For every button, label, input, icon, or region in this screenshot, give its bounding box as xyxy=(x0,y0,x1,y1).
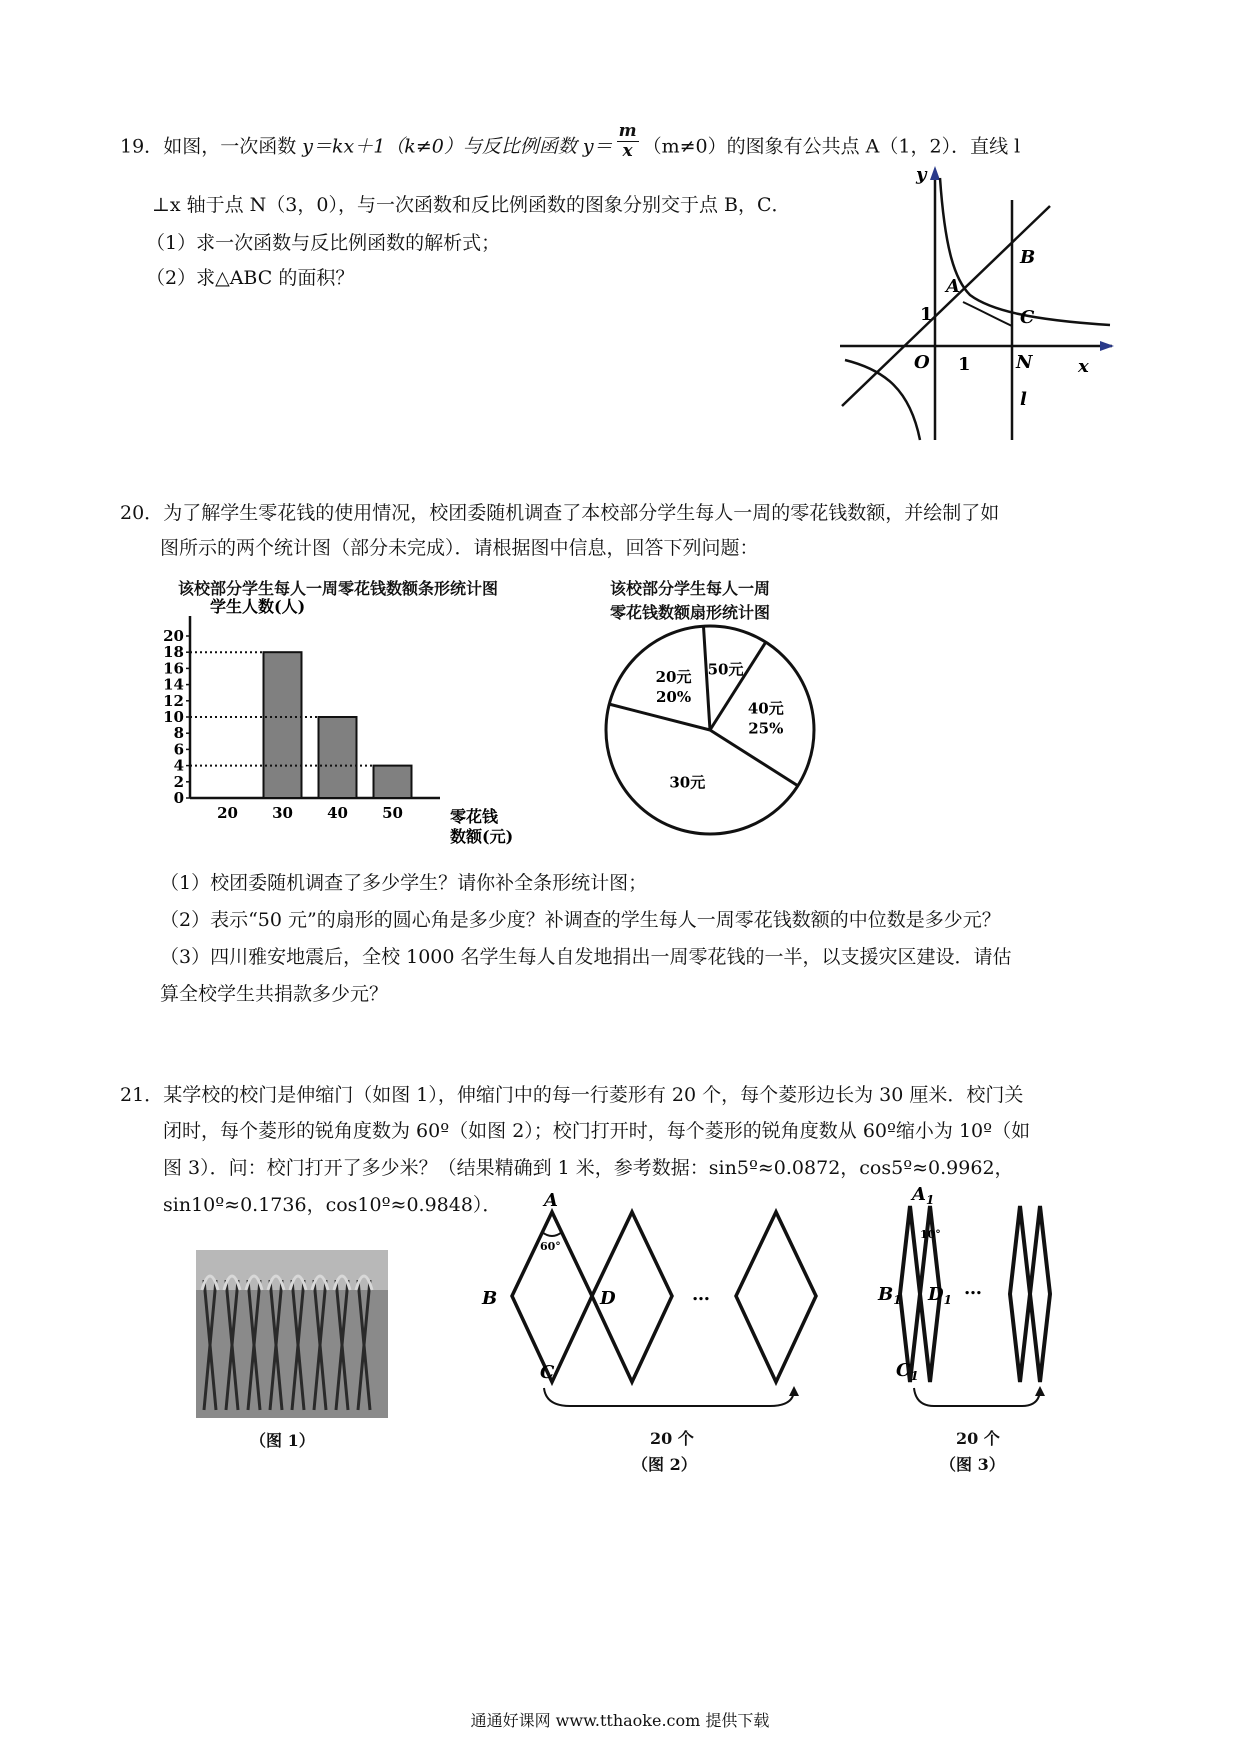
y-axis-arrow xyxy=(930,166,940,180)
fig3-ellipsis: … xyxy=(964,1278,982,1299)
page-footer: 通通好课网 www.tthaoke.com 提供下载 xyxy=(470,1711,770,1730)
q19-number: 19． xyxy=(120,135,164,158)
label-l: l xyxy=(1020,389,1027,410)
narrow-rhombus-1 xyxy=(900,1206,920,1382)
label-one-y: 1 xyxy=(920,304,933,325)
bar-x-tick-label: 30 xyxy=(272,804,293,822)
bar-x-tick-label: 50 xyxy=(382,804,403,822)
fig2-ellipsis: … xyxy=(692,1284,710,1305)
fig3-brace xyxy=(910,1384,1050,1416)
pie-slice-label: 40元 xyxy=(747,699,784,718)
fig2-label-A: A xyxy=(544,1190,558,1211)
label-x: x xyxy=(1078,356,1089,377)
narrow-rhombus-3 xyxy=(1010,1206,1030,1382)
bar-y-tick-label: 20 xyxy=(163,627,184,645)
q19-text-a: 如图，一次函数 xyxy=(163,135,297,158)
label-C: C xyxy=(1020,307,1035,328)
pie-slice-percent: 20% xyxy=(655,687,692,706)
pie-chart-title-2: 零花钱数额扇形统计图 xyxy=(610,603,771,622)
bar-y-tick-label: 18 xyxy=(163,643,184,662)
q20-sub3b: 算全校学生共捐款多少元？ xyxy=(160,983,389,1005)
pie-chart-title-1: 该校部分学生每人一周 xyxy=(610,579,771,598)
bar-y-tick-label: 8 xyxy=(173,724,184,743)
q19-frac-den: x xyxy=(622,141,633,161)
q20-number: 20． xyxy=(120,502,164,524)
q19-function-graph xyxy=(830,160,1120,450)
pie-slice-label: 50元 xyxy=(707,660,744,679)
fig3-count-label: 20 个 xyxy=(956,1429,1000,1448)
pie-slice-percent: 25% xyxy=(748,719,784,738)
bar-chart-xlabel-1: 零花钱 xyxy=(450,807,499,826)
pie-slice-label: 30元 xyxy=(669,773,706,792)
bar-y-tick-label: 12 xyxy=(163,691,184,710)
fig3-label-C1: $C_1$ xyxy=(896,1360,919,1383)
label-A: A xyxy=(946,276,960,297)
fig3-caption: （图 3） xyxy=(940,1455,1005,1474)
fig3-label-B1: $B_1$ xyxy=(878,1284,902,1307)
label-B: B xyxy=(1020,247,1036,268)
bar-y-tick-label: 6 xyxy=(173,740,184,759)
q21-number: 21． xyxy=(120,1084,164,1106)
bar-y-tick-label: 0 xyxy=(173,789,184,807)
fig2-label-D: D xyxy=(600,1288,616,1309)
fig3-label-A1: $A_1$ xyxy=(912,1184,935,1207)
label-N: N xyxy=(1016,352,1033,373)
q19-line2: ⊥x 轴于点 N（3，0），与一次函数和反比例函数的图象分别交于点 B，C． xyxy=(152,194,791,216)
fig2-angle-label: 60° xyxy=(540,1240,561,1253)
gate-photo xyxy=(196,1250,388,1418)
q20-sub1: （1）校团委随机调查了多少学生？请你补全条形统计图； xyxy=(160,872,648,894)
bar xyxy=(319,717,357,798)
narrow-rhombus-4 xyxy=(1030,1206,1050,1382)
q21-line4: sin10º≈0.1736，cos10º≈0.9848）． xyxy=(163,1194,502,1216)
x-axis-arrow xyxy=(1100,341,1114,351)
q20-line2: 图所示的两个统计图（部分未完成）．请根据图中信息，回答下列问题： xyxy=(160,537,759,559)
fig3-rhombus-diagram xyxy=(880,1186,1070,1386)
bar xyxy=(264,652,302,798)
label-y: y xyxy=(916,164,927,185)
q20-sub2: （2）表示“50 元”的扇形的圆心角是多少度？补调查的学生每人一周零花钱数额的中位数是多少元？ xyxy=(160,909,1001,931)
bar-chart-ylabel: 学生人数(人) xyxy=(210,597,306,616)
fig3-angle-label: 10° xyxy=(920,1228,941,1241)
fig2-rhombus-diagram xyxy=(480,1192,840,1382)
hyperbola-branch-2 xyxy=(845,360,920,440)
fig2-label-C: C xyxy=(540,1362,555,1383)
fig2-caption: （图 2） xyxy=(632,1455,697,1474)
q19-frac-num: m xyxy=(618,121,637,141)
q21-line1 xyxy=(120,1080,1023,1107)
fig1-caption: （图 1） xyxy=(250,1431,315,1450)
label-one-x: 1 xyxy=(958,354,971,375)
q20-sub3: （3）四川雅安地震后，全校 1000 名学生每人自发地捐出一周零花钱的一半，以支援灾区建设．请估 xyxy=(160,946,1012,968)
q19-text-d: （m≠0）的图象有公共点 A（1，2）．直线 l xyxy=(642,135,1021,158)
fig3-label-D1: $D_1$ xyxy=(928,1284,952,1307)
bar-chart-title: 该校部分学生每人一周零花钱数额条形统计图 xyxy=(178,579,499,598)
bar-chart xyxy=(160,596,540,844)
bar-x-tick-label: 20 xyxy=(217,804,238,822)
q20-text-1: 为了解学生零花钱的使用情况，校团委随机调查了本校部分学生每人一周的零花钱数额，并绘制了如 xyxy=(163,502,1000,524)
q19-sub1: （1）求一次函数与反比例函数的解析式； xyxy=(146,232,501,254)
bar-x-tick-label: 40 xyxy=(327,804,348,822)
q19-linear-fn: y＝kx＋1（k≠0）与反比例函数 xyxy=(302,135,577,158)
q20-line1 xyxy=(120,498,999,525)
fig2-count-label: 20 个 xyxy=(650,1429,694,1448)
label-O: O xyxy=(914,352,930,373)
rhombus-3 xyxy=(736,1212,816,1382)
q19-sub2: （2）求△ABC 的面积？ xyxy=(146,267,355,289)
bar-y-tick-label: 10 xyxy=(163,708,184,726)
pie-chart xyxy=(600,620,820,840)
q21-line2: 闭时，每个菱形的锐角度数为 60º（如图 2）；校门打开时，每个菱形的锐角度数从 60º缩小为 10º（如 xyxy=(163,1120,1031,1142)
fig2-brace xyxy=(540,1384,800,1416)
angle-arc xyxy=(542,1232,562,1236)
fig2-label-B: B xyxy=(482,1288,498,1309)
bar-y-tick-label: 16 xyxy=(163,659,184,678)
bar xyxy=(374,766,412,798)
bar-y-tick-label: 4 xyxy=(173,756,184,775)
q19-fraction xyxy=(617,122,639,161)
q21-text-1: 某学校的校门是伸缩门（如图 1），伸缩门中的每一行菱形有 20 个，每个菱形边长为 30 厘米．校门关 xyxy=(163,1084,1024,1106)
bar-y-tick-label: 14 xyxy=(163,675,184,694)
q19-inverse-fn: y＝ xyxy=(582,135,613,158)
rhombus-1 xyxy=(512,1212,592,1382)
q21-line3: 图 3）．问：校门打开了多少米？（结果精确到 1 米，参考数据：sin5º≈0.0872，cos5º≈0.9962， xyxy=(163,1157,1014,1179)
bar-chart-xlabel-2: 数额(元) xyxy=(450,827,514,846)
bar-y-tick-label: 2 xyxy=(173,772,184,791)
gate-photo-illustration xyxy=(196,1250,388,1418)
pie-slice-label: 20元 xyxy=(655,667,692,686)
